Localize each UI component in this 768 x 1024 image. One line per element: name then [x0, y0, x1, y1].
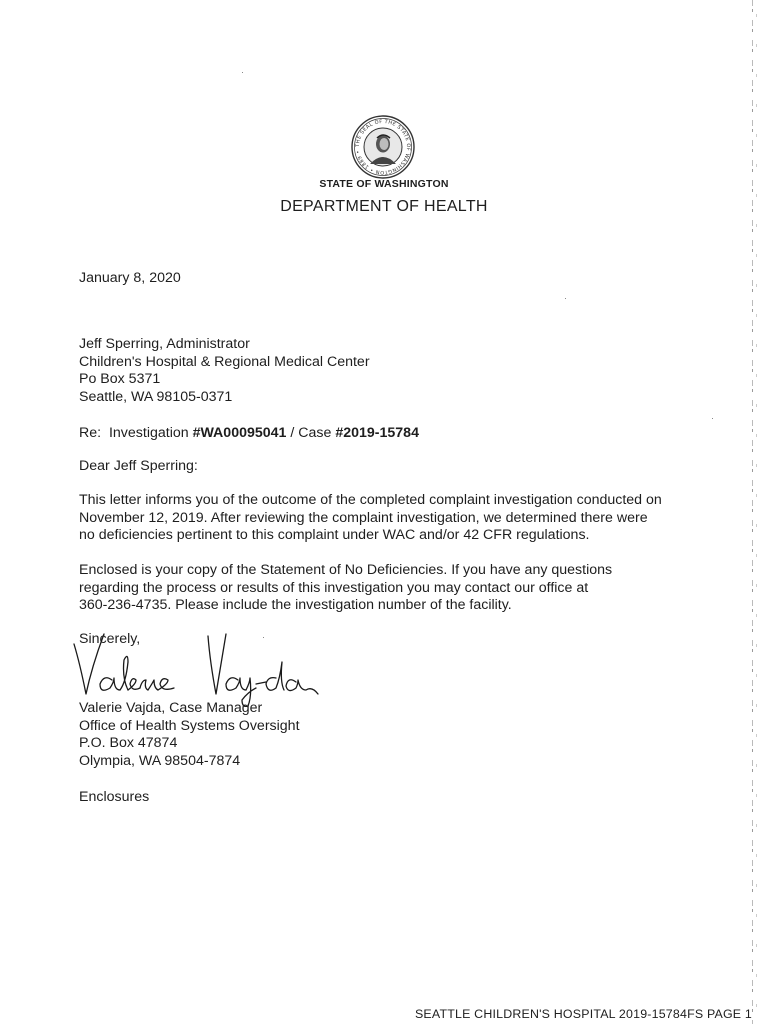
paragraph-enclosed	[79, 562, 612, 615]
svg-text:THE SEAL OF THE STATE OF WASHI: THE SEAL OF THE STATE OF WASHINGTON • 1889 •	[354, 118, 412, 176]
salutation: Dear Jeff Sperring:	[79, 458, 198, 474]
scan-speck	[712, 418, 713, 419]
letter-date: January 8, 2020	[79, 270, 181, 286]
signer-po-box: P.O. Box 47874	[79, 735, 178, 751]
signer-office: Office of Health Systems Oversight	[79, 717, 300, 734]
case-number: #2019-15784	[335, 425, 419, 441]
re-separator: / Case	[286, 425, 336, 441]
paragraph-line: regarding the process or results of this investigation you may contact our office at	[79, 579, 589, 596]
recipient-address-line2: Seattle, WA 98105-0371	[79, 388, 233, 405]
scan-edge-line	[756, 0, 757, 1024]
page-footer: SEATTLE CHILDREN'S HOSPITAL 2019-15784FS PAGE 1	[414, 1007, 752, 1021]
scan-speck	[565, 298, 566, 299]
recipient-address	[79, 336, 370, 406]
paragraph-line: 360-236-4735. Please include the investigation number of the facility.	[79, 597, 512, 613]
re-line	[79, 425, 419, 442]
washington-state-seal	[350, 114, 416, 180]
paragraph-line: no deficiencies pertinent to this complaint under WAC and/or 42 CFR regulations.	[79, 527, 590, 543]
closing: Sincerely,	[79, 631, 141, 647]
signer-name-title: Valerie Vajda, Case Manager	[79, 700, 263, 716]
paragraph-line: This letter informs you of the outcome of the completed complaint investigation conducted on	[79, 492, 662, 508]
investigation-number: #WA00095041	[192, 425, 287, 441]
signer-city: Olympia, WA 98504-7874	[79, 752, 241, 769]
recipient-name: Jeff Sperring, Administrator	[79, 336, 250, 352]
paragraph-line: November 12, 2019. After reviewing the complaint investigation, we determined there were	[79, 509, 648, 526]
recipient-organization: Children's Hospital & Regional Medical Center	[79, 353, 370, 370]
department-heading: DEPARTMENT OF HEALTH	[280, 198, 488, 215]
handwritten-signature	[70, 622, 320, 708]
paragraph-line: Enclosed is your copy of the Statement of No Deficiencies. If you have any questions	[79, 562, 613, 578]
paragraph-outcome	[79, 492, 662, 545]
state-heading: STATE OF WASHINGTON	[319, 178, 449, 190]
signer-block	[79, 700, 300, 770]
recipient-address-line1: Po Box 5371	[79, 371, 161, 387]
scan-speck	[242, 72, 243, 73]
scan-speck	[263, 637, 264, 638]
re-prefix: Re: Investigation	[79, 425, 193, 441]
scan-edge-line	[752, 0, 753, 1024]
enclosures-note: Enclosures	[79, 789, 150, 805]
